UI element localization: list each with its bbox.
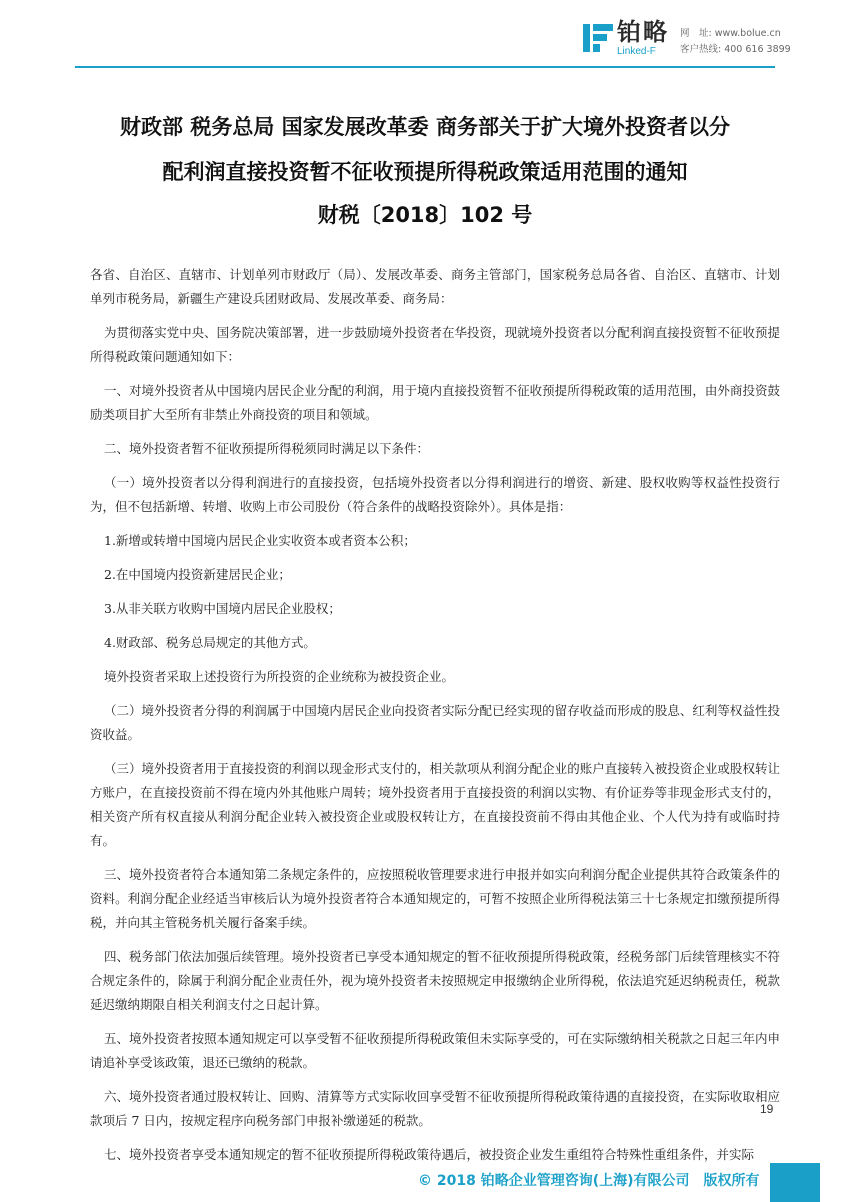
document-title-line-1: 财政部 税务总局 国家发展改革委 商务部关于扩大境外投资者以分 [120, 115, 730, 139]
document-body [90, 263, 780, 1177]
paragraph: 五、境外投资者按照本通知规定可以享受暂不征收预提所得税政策但未实际享受的，可在实际缴纳相关税款之日起三年内申请追补享受该政策，退还已缴纳的税款。 [90, 1031, 780, 1070]
paragraph: 六、境外投资者通过股权转让、回购、清算等方式实际收回享受暂不征收预提所得税政策待遇的直接投资，在实际收取相应款项后 7 日内，按规定程序向税务部门申报补缴递延的税款。 [90, 1089, 780, 1128]
footer-copyright: © 2018 铂略企业管理咨询(上海)有限公司 版权所有 [418, 1173, 760, 1189]
page-number: 19 [760, 1102, 774, 1116]
hotline-text: 客户热线: 400 616 3899 [680, 44, 791, 55]
paragraph-addressees: 各省、自治区、直辖市、计划单列市财政厅（局）、发展改革委、商务主管部门，国家税务总局各省、自治区、直辖市、计划单列市税务局，新疆生产建设兵团财政局、发展改革委、商务局： [90, 267, 780, 306]
logo-mark-icon [583, 24, 613, 52]
document-number: 财税〔2018〕102 号 [317, 203, 533, 227]
paragraph: 一、对境外投资者从中国境内居民企业分配的利润，用于境内直接投资暂不征收预提所得税政策的适用范围，由外商投资鼓励类项目扩大至所有非禁止外商投资的项目和领域。 [90, 383, 780, 422]
paragraph: 三、境外投资者符合本通知第二条规定条件的，应按照税收管理要求进行申报并如实向利润分配企业提供其符合政策条件的资料。利润分配企业经适当审核后认为境外投资者符合本通知规定的，可暂不按照企业所得税法第三十七条规定扣缴预提所得税，并向其主管税务机关履行备案手续。 [90, 867, 780, 930]
page-header [0, 0, 850, 70]
paragraph: 七、境外投资者享受本通知规定的暂不征收预提所得税政策待遇后，被投资企业发生重组符合特殊性重组条件，并实际 [104, 1147, 755, 1162]
paragraph: 境外投资者采取上述投资行为所投资的企业统称为被投资企业。 [104, 669, 455, 684]
footer-accent-block [770, 1163, 820, 1202]
paragraph: 二、境外投资者暂不征收预提所得税须同时满足以下条件： [104, 441, 430, 456]
list-item: 3.从非关联方收购中国境内居民企业股权； [104, 601, 341, 616]
paragraph: 为贯彻落实党中央、国务院决策部署，进一步鼓励境外投资者在华投资，现就境外投资者以分配利润直接投资暂不征收预提所得税政策问题通知如下： [90, 325, 780, 364]
paragraph: （三）境外投资者用于直接投资的利润以现金形式支付的，相关款项从利润分配企业的账户直接转入被投资企业或股权转让方账户，在直接投资前不得在境内外其他账户周转；境外投资者用于直接投资的利润以实物、有价证券等非现金形式支付的，相关资产所有权直接从利润分配企业转入被投资企业或股权转让方，在直接投资前不得由其他企业、个人代为持有或临时持有。 [90, 761, 780, 848]
logo-text-en: Linked-F [617, 46, 656, 57]
paragraph: 四、税务部门依法加强后续管理。境外投资者已享受本通知规定的暂不征收预提所得税政策，经税务部门后续管理核实不符合规定条件的，除属于利润分配企业责任外，视为境外投资者未按照规定申报缴纳企业所得税，依法追究延迟纳税责任，税款延迟缴纳期限自相关利润支付之日起计算。 [90, 949, 780, 1012]
header-divider [75, 66, 775, 68]
paragraph: （一）境外投资者以分得利润进行的直接投资，包括境外投资者以分得利润进行的增资、新建、股权收购等权益性投资行为，但不包括新增、转增、收购上市公司股份（符合条件的战略投资除外）。具体是指： [90, 475, 780, 514]
list-item: 4.财政部、税务总局规定的其他方式。 [104, 635, 316, 650]
list-item: 1.新增或转增中国境内居民企业实收资本或者资本公积； [104, 533, 416, 548]
document-title-line-2: 配利润直接投资暂不征收预提所得税政策适用范围的通知 [162, 160, 688, 184]
website-text: 网 址: www.bolue.cn [680, 28, 781, 39]
logo-text-cn: 铂略 [617, 18, 669, 46]
contact-info [680, 26, 791, 58]
company-logo [583, 18, 673, 60]
list-item: 2.在中国境内投资新建居民企业； [104, 567, 291, 582]
paragraph: （二）境外投资者分得的利润属于中国境内居民企业向投资者实际分配已经实现的留存收益而形成的股息、红利等权益性投资收益。 [90, 703, 780, 742]
